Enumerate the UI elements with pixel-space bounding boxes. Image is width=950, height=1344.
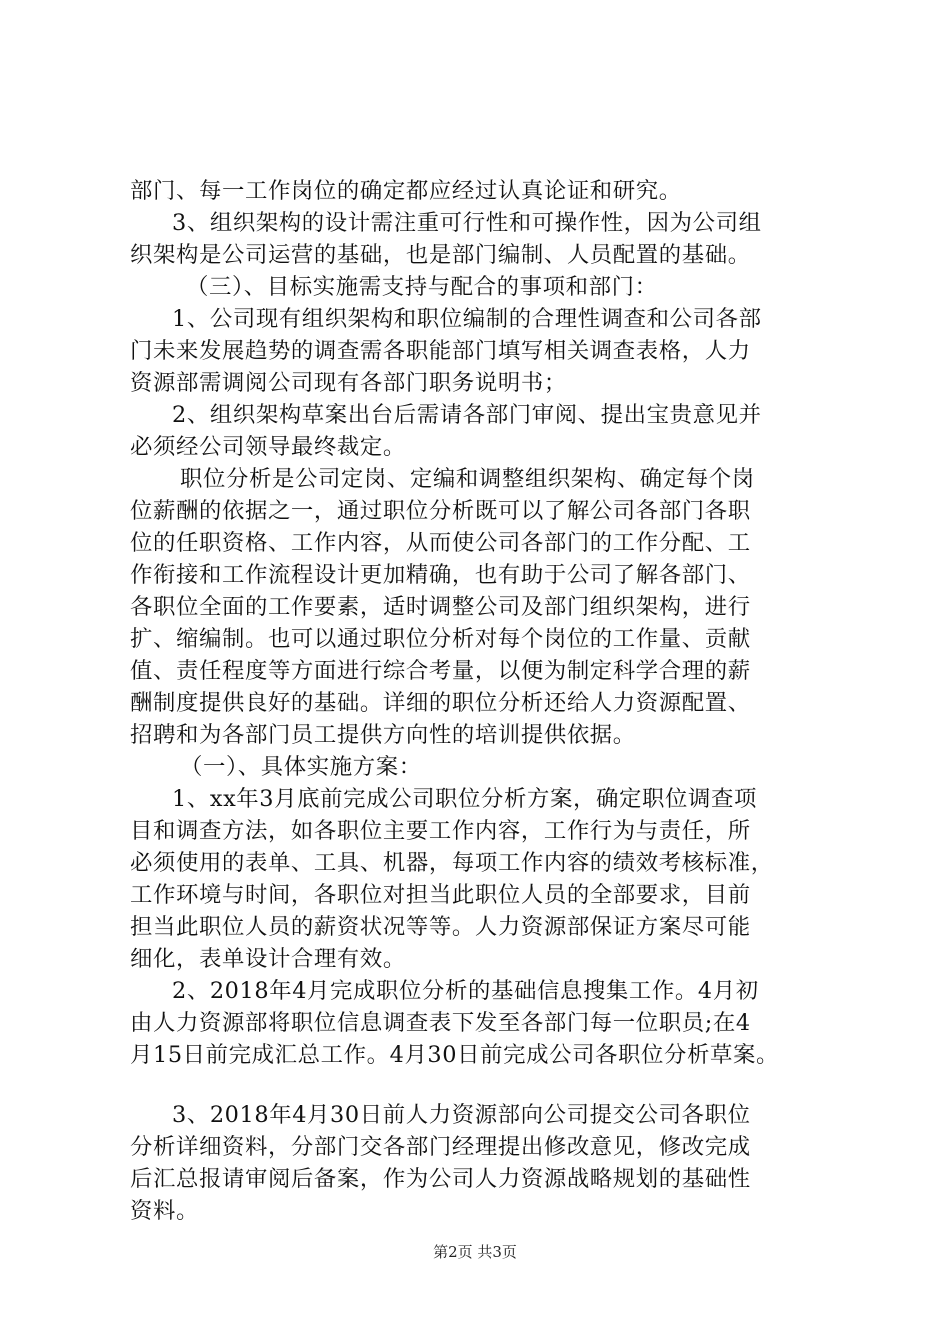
- body-line: 工作环境与时间，各职位对担当此职位人员的全部要求，目前: [130, 882, 751, 908]
- body-line: 月15日前完成汇总工作。4月30日前完成公司各职位分析草案。: [130, 1042, 779, 1068]
- body-line: 值、责任程度等方面进行综合考量，以便为制定科学合理的薪: [130, 658, 751, 684]
- body-line: 招聘和为各部门员工提供方向性的培训提供依据。: [130, 722, 636, 748]
- body-line: 位的任职资格、工作内容，从而使公司各部门的工作分配、工: [130, 530, 751, 556]
- body-line: 由人力资源部将职位信息调查表下发至各部门每一位职员;在4: [130, 1010, 751, 1036]
- body-line: 担当此职位人员的薪资状况等等。人力资源部保证方案尽可能: [130, 914, 751, 940]
- body-line: 1、公司现有组织架构和职位编制的合理性调查和公司各部: [172, 306, 762, 332]
- body-line: 各职位全面的工作要素，适时调整公司及部门组织架构，进行: [130, 594, 751, 620]
- body-line: 目和调查方法，如各职位主要工作内容，工作行为与责任，所: [130, 818, 751, 844]
- body-line: （三）、目标实施需支持与配合的事项和部门：: [186, 274, 658, 300]
- body-line: 1、xx年3月底前完成公司职位分析方案，确定职位调查项: [172, 786, 757, 812]
- body-line: 分析详细资料，分部门交各部门经理提出修改意见，修改完成: [130, 1134, 751, 1160]
- body-line: 酬制度提供良好的基础。详细的职位分析还给人力资源配置、: [130, 690, 751, 716]
- page-footer: 第2页 共3页: [433, 1243, 517, 1261]
- body-line: 织架构是公司运营的基础，也是部门编制、人员配置的基础。: [130, 242, 751, 268]
- body-line: 后汇总报请审阅后备案，作为公司人力资源战略规划的基础性: [130, 1166, 751, 1192]
- body-line: 资料。: [130, 1198, 199, 1224]
- body-line: 2、2018年4月完成职位分析的基础信息搜集工作。4月初: [172, 978, 759, 1004]
- body-line: 扩、缩编制。也可以通过职位分析对每个岗位的工作量、贡献: [130, 626, 751, 652]
- body-line: 位薪酬的依据之一，通过职位分析既可以了解公司各部门各职: [130, 498, 751, 524]
- body-line: 部门、每一工作岗位的确定都应经过认真论证和研究。: [130, 178, 682, 204]
- body-line: 3、组织架构的设计需注重可行性和可操作性，因为公司组: [172, 210, 762, 236]
- body-line: 资源部需调阅公司现有各部门职务说明书；: [130, 370, 567, 396]
- body-line: 门未来发展趋势的调查需各职能部门填写相关调查表格，人力: [130, 338, 751, 364]
- body-line: 3、2018年4月30日前人力资源部向公司提交公司各职位: [172, 1102, 751, 1128]
- body-line: 职位分析是公司定岗、定编和调整组织架构、确定每个岗: [180, 466, 755, 492]
- body-line: （一）、具体实施方案：: [180, 754, 422, 780]
- body-line: 2、组织架构草案出台后需请各部门审阅、提出宝贵意见并: [172, 402, 762, 428]
- body-line: 细化，表单设计合理有效。: [130, 946, 406, 972]
- body-line: 必须经公司领导最终裁定。: [130, 434, 406, 460]
- body-line: 作衔接和工作流程设计更加精确，也有助于公司了解各部门、: [130, 562, 751, 588]
- body-line: 必须使用的表单、工具、机器，每项工作内容的绩效考核标准，: [130, 850, 774, 876]
